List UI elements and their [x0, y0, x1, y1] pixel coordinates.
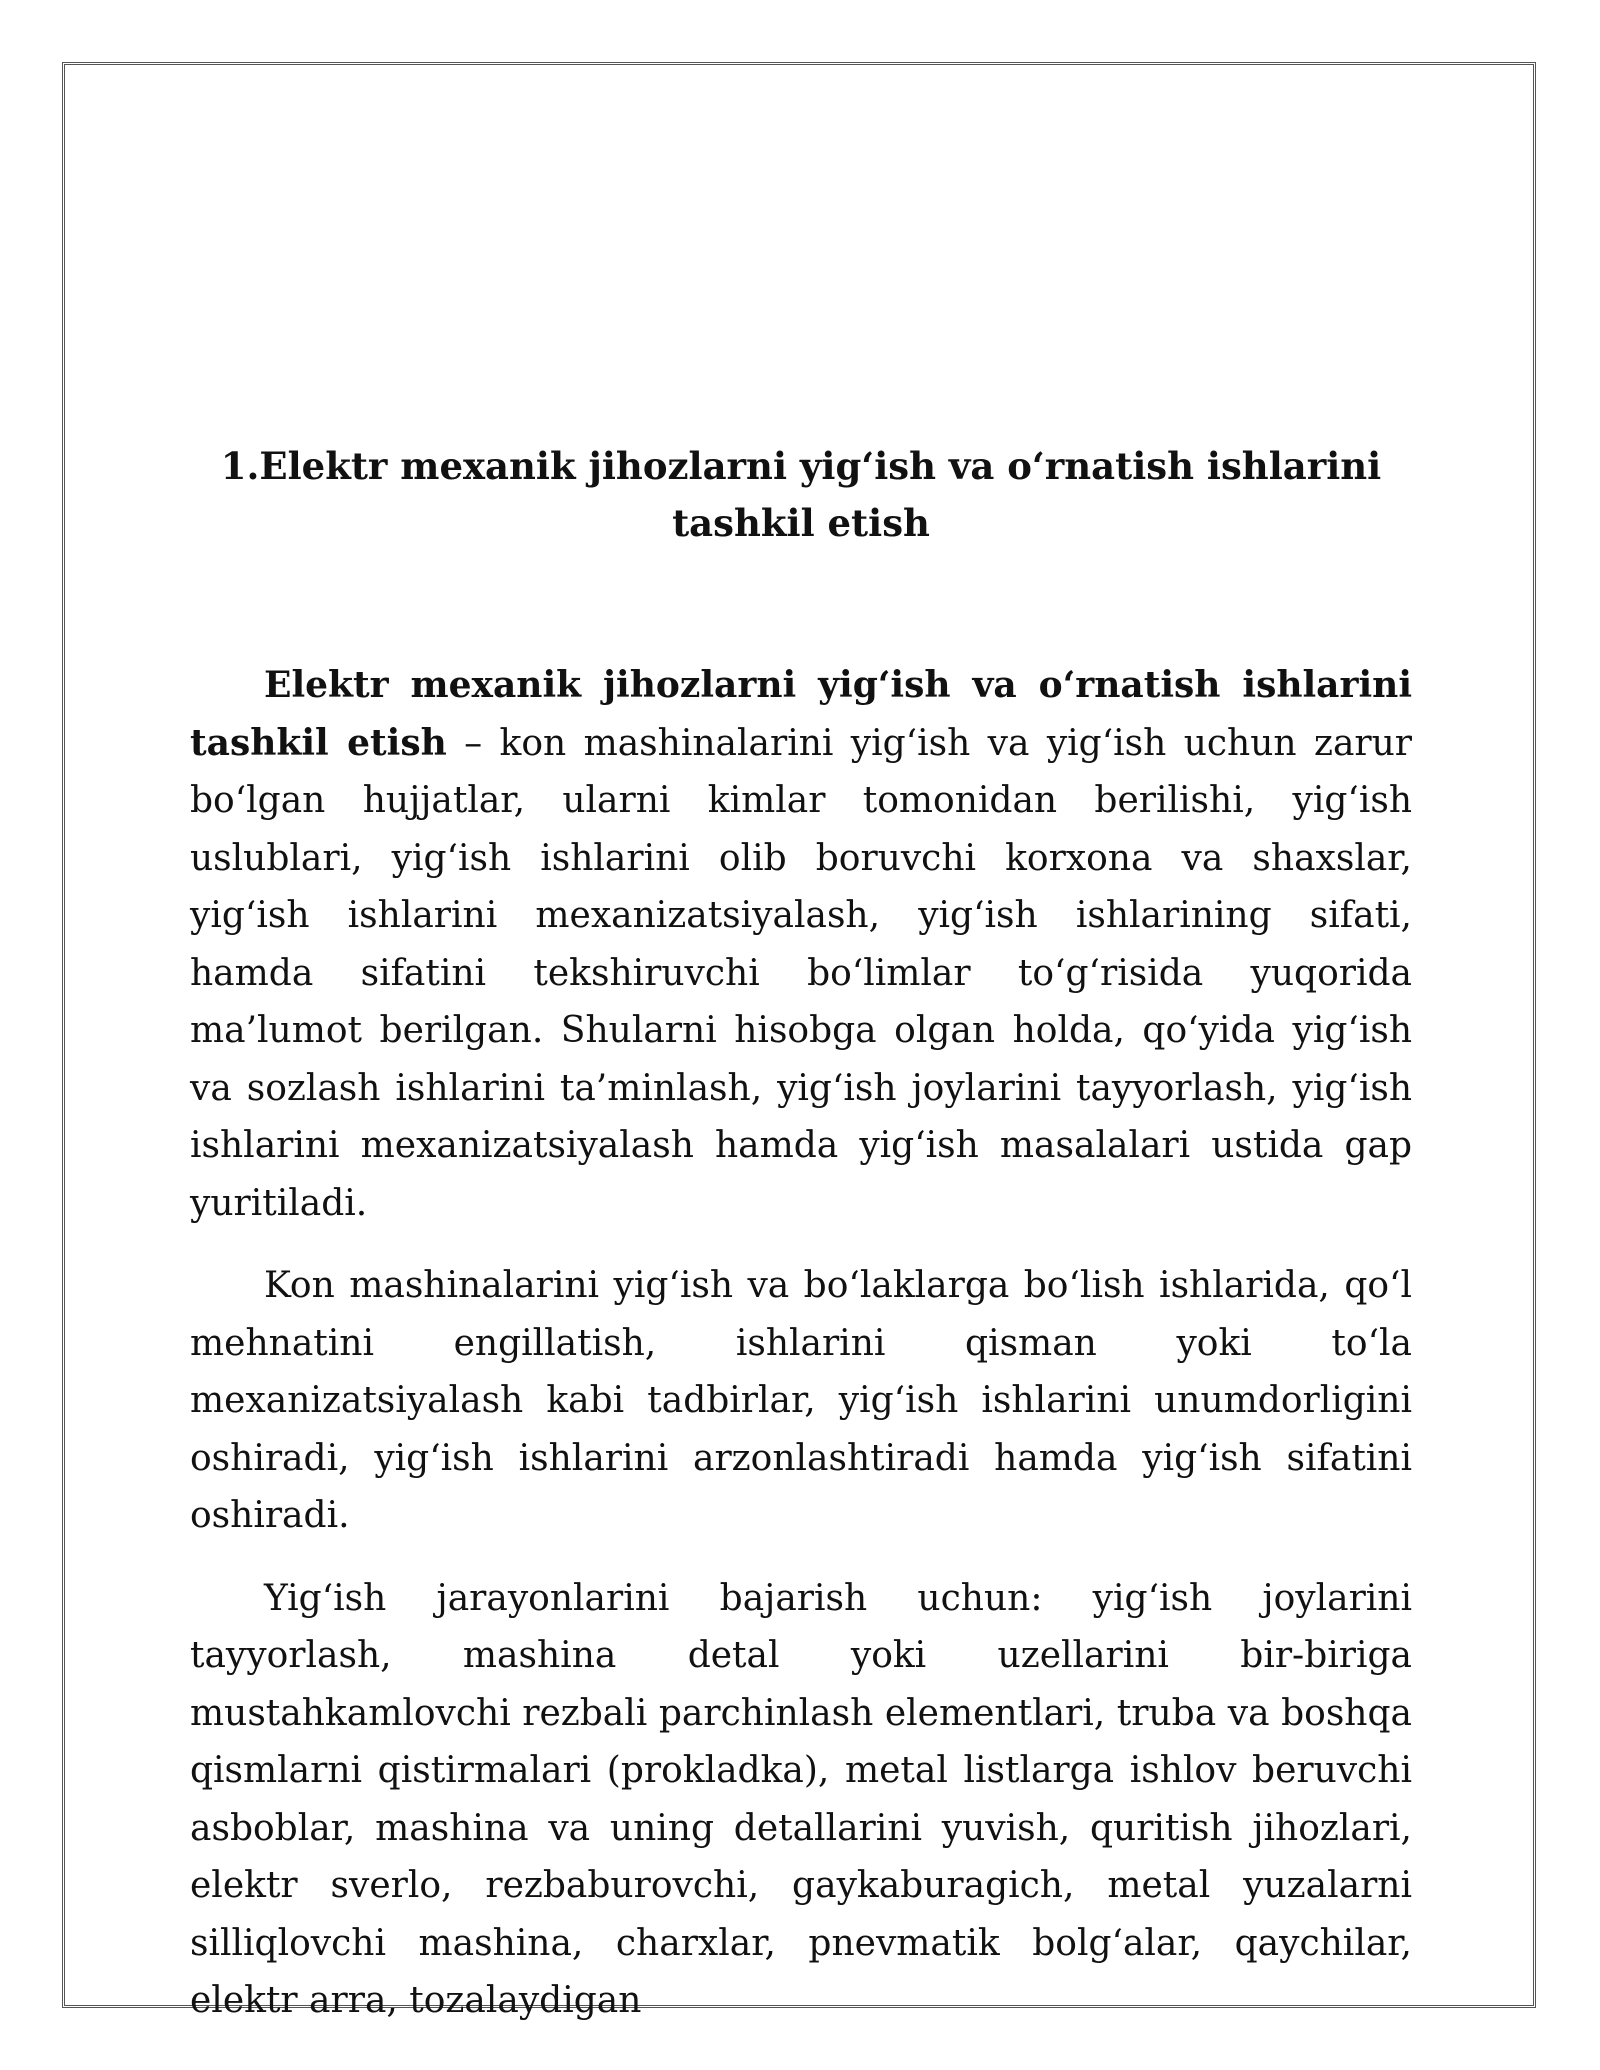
paragraph-1 [190, 657, 1412, 1232]
paragraph-1-text: – kon mashinalarini yig‘ish va yig‘ish uchun zarur bo‘lgan hujjatlar, ularni kimlar tomonidan berilishi, yig‘ish uslublari, yig‘ish ishlarini olib boruvchi korxona va shaxslar, yig‘ish ishlarini mexanizatsiyalash, yig‘ish ishlarining sifati, hamda sifatini tekshiruvchi bo‘limlar to‘g‘risida yuqorida ma’lumot berilgan. Shularni hisobga olgan holda, qo‘yida yig‘ish va sozlash ishlarini ta’minlash, yig‘ish joylarini tayyorlash, yig‘ish ishlarini mexanizatsiyalash hamda yig‘ish masalalari ustida gap yuritiladi. [190, 722, 1413, 1224]
paragraph-1-lead: Elektr mexanik jihozlarni yig‘ish va o‘rnatish ishlarini tashkil etish [190, 664, 1412, 764]
paragraph-3: Yig‘ish jarayonlarini bajarish uchun: yig‘ish joylarini tayyorlash, mashina detal yoki uzellarini bir-biriga mustahkamlovchi rezbali parchinlash elementlari, truba va boshqa qismlarni qistirmalari (prokladka), metal listlarga ishlov beruvchi asboblar, mashina va uning detallarini yuvish, quritish jihozlari, elektr sverlo, rezbaburovchi, gaykaburagich, metal yuzalarni silliqlovchi mashina, charxlar, pnevmatik bolg‘alar, qaychilar, elektr arra, tozalaydigan [190, 1577, 1412, 2021]
paragraph-2: Kon mashinalarini yig‘ish va bo‘laklarga bo‘lish ishlarida, qo‘l mehnatini engillatish, ishlarini qisman yoki to‘la mexanizatsiyalash kabi tadbirlar, yig‘ish ishlarini unumdorligini oshiradi, yig‘ish ishlarini arzonlashtiradi hamda yig‘ish sifatini oshiradi. [190, 1265, 1412, 1536]
document-title: 1.Elektr mexanik jihozlarni yig‘ish va o‘rnatish ishlarini tashkil etish [220, 444, 1382, 545]
document-body [190, 438, 1412, 2030]
